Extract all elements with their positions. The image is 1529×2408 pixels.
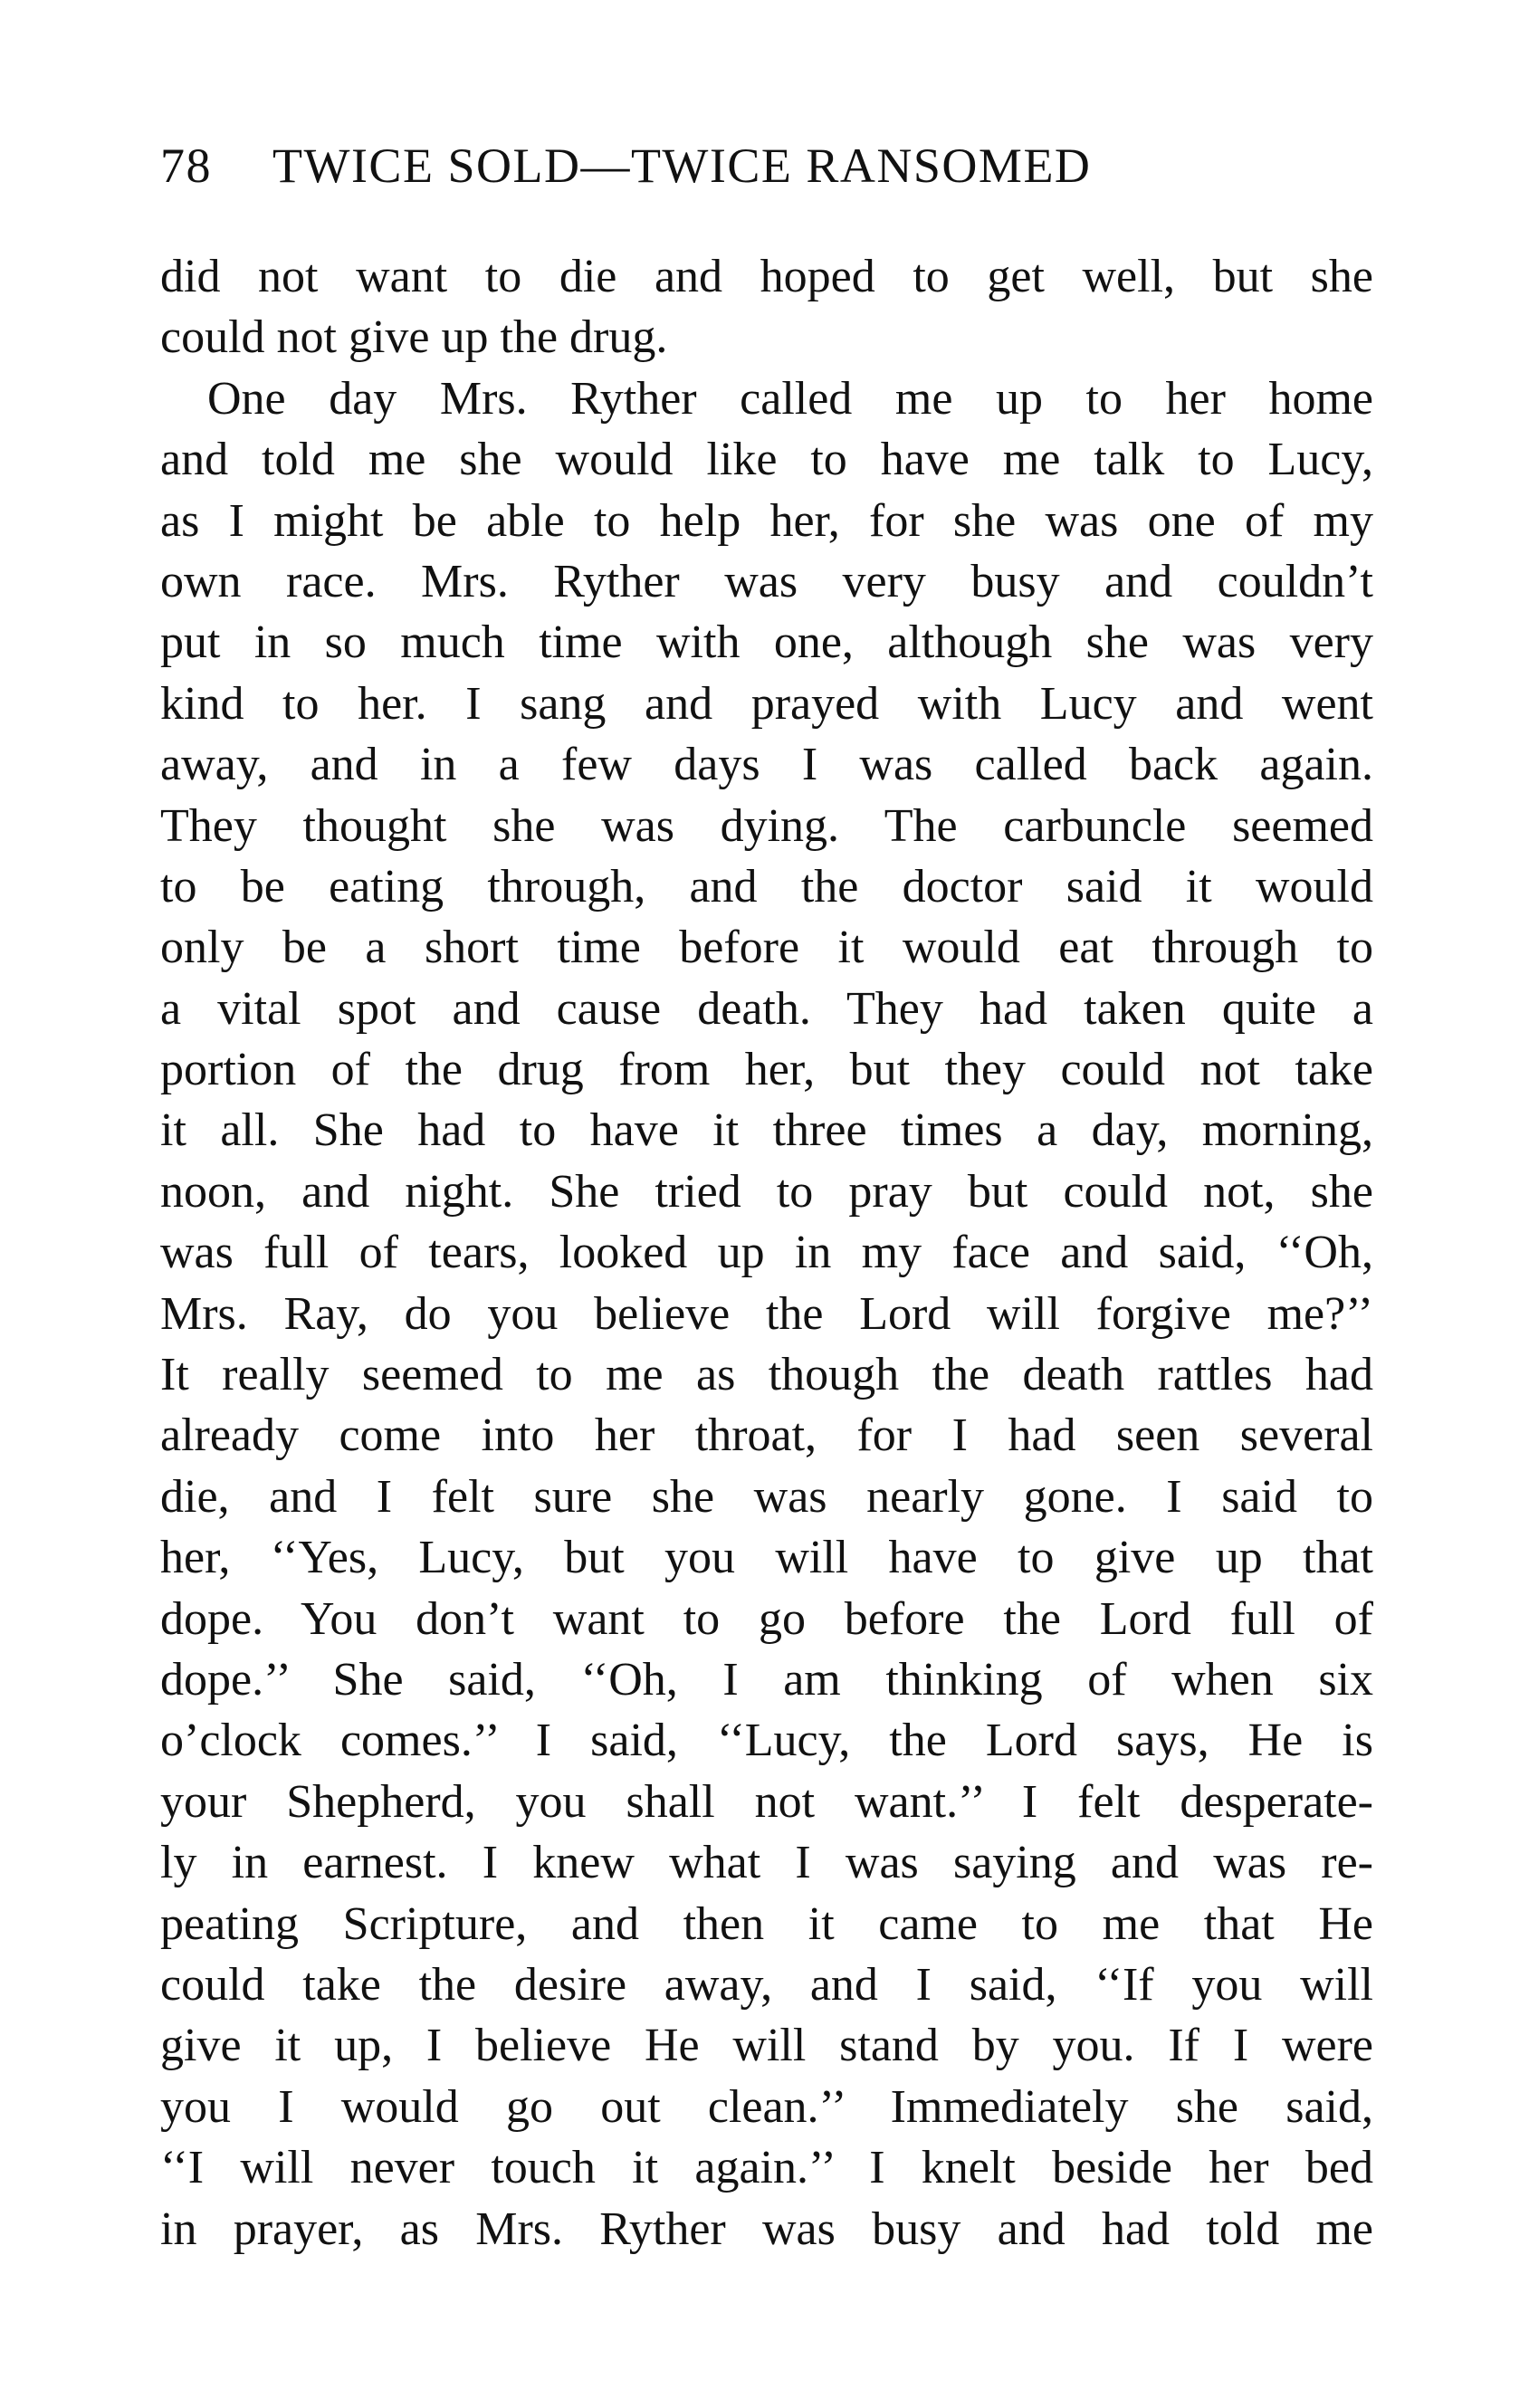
text-line: as I might be able to help her, for she was one of my	[160, 494, 1373, 547]
text-line: only be a short time before it would eat through to	[160, 922, 1373, 974]
text-line: noon, and night. She tried to pray but could not, she	[160, 1165, 1373, 1218]
text-line: It really seemed to me as though the death rattles had	[160, 1349, 1373, 1401]
running-head	[160, 134, 1373, 197]
text-line: did not want to die and hoped to get well, but she	[160, 251, 1373, 302]
text-line: kind to her. I sang and prayed with Lucy and went	[160, 677, 1373, 730]
body-text	[160, 246, 1373, 2260]
text-line: peating Scripture, and then it came to me that He	[160, 1897, 1373, 1950]
text-line: dope.’’ She said, ‘‘Oh, I am thinking of when six	[160, 1653, 1373, 1706]
text-line: it all. She had to have it three times a day, morning,	[160, 1104, 1373, 1157]
text-line: Mrs. Ray, do you believe the Lord will forgive me?’’	[160, 1287, 1373, 1340]
text-line: your Shepherd, you shall not want.’’ I felt desperate-	[160, 1775, 1373, 1828]
text-line: They thought she was dying. The carbuncle seemed	[160, 799, 1373, 852]
text-line: away, and in a few days I was called back again.	[160, 739, 1373, 791]
text-line: a vital spot and cause death. They had taken quite a	[160, 982, 1373, 1035]
text-line: put in so much time with one, although she was very	[160, 616, 1373, 669]
text-line: portion of the drug from her, but they could not take	[160, 1044, 1373, 1096]
text-line: give it up, I believe He will stand by you. If I were	[160, 2020, 1373, 2072]
text-line: o’clock comes.’’ I said, ‘‘Lucy, the Lord says, He is	[160, 1715, 1373, 1767]
page-number: 78	[160, 139, 212, 193]
text-line: could take the desire away, and I said, ‘‘If you will	[160, 1958, 1373, 2011]
text-line: die, and I felt sure she was nearly gone. I said to	[160, 1470, 1373, 1523]
text-line: ‘‘I will never touch it again.’’ I knelt beside her bed	[160, 2142, 1373, 2194]
text-line: and told me she would like to have me talk to Lucy,	[160, 434, 1373, 486]
text-line: was full of tears, looked up in my face and said, ‘‘Oh,	[160, 1227, 1373, 1279]
text-line: ly in earnest. I knew what I was saying and was re-	[160, 1837, 1373, 1889]
text-line: dope. You don’t want to go before the Lord full of	[160, 1592, 1373, 1645]
text-line: could not give up the drug.	[160, 311, 668, 364]
text-line: her, ‘‘Yes, Lucy, but you will have to give up that	[160, 1532, 1373, 1584]
text-line: in prayer, as Mrs. Ryther was busy and had told me	[160, 2203, 1373, 2255]
text-line: to be eating through, and the doctor said it would	[160, 860, 1373, 913]
text-line: you I would go out clean.’’ Immediately she said,	[160, 2080, 1373, 2133]
text-line: own race. Mrs. Ryther was very busy and couldn’t	[160, 555, 1373, 607]
running-title: TWICE SOLD—TWICE RANSOMED	[272, 139, 1092, 193]
text-line: already come into her throat, for I had seen several	[160, 1409, 1373, 1462]
text-line: One day Mrs. Ryther called me up to her home	[207, 372, 1373, 425]
